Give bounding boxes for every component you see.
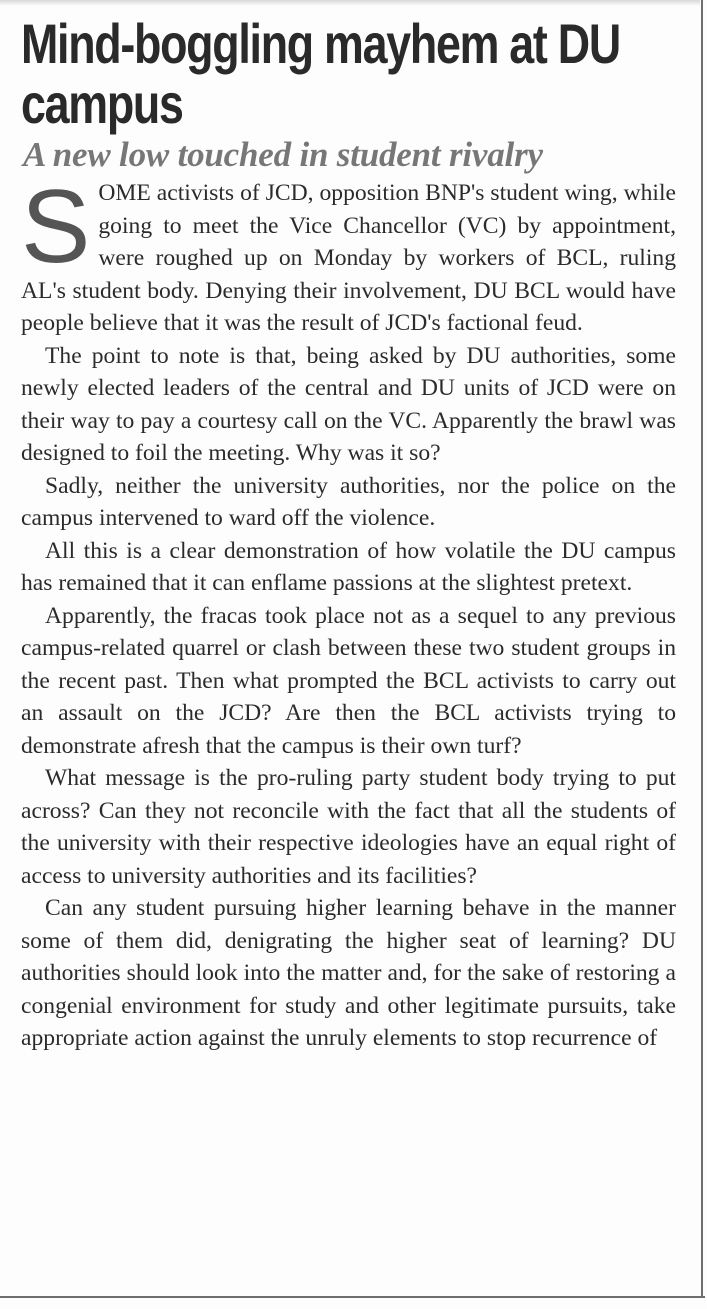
paragraph: Sadly, neither the university authorities, nor the police on the campus intervened to ward off the violence. — [21, 472, 676, 531]
bottom-border-rule — [0, 1296, 705, 1298]
drop-cap: S — [21, 169, 91, 285]
paragraph-text: OME activists of JCD, opposition BNP's student wing, while going to meet the Vice Chancellor (VC) by appointment, were roughed up on Monday by workers of BCL, ruling AL's student body. Denying their involvement, DU BCL would have people believe that it was the result of JCD's factional feud. — [21, 180, 676, 336]
article-body — [21, 169, 676, 1055]
right-border-rule — [701, 0, 703, 1296]
headline: Mind-boggling mayhem at DU campus — [21, 12, 620, 135]
paragraph: Apparently, the fracas took place not as a sequel to any previous campus-related quarrel or clash between these two student groups in the recent past. Then what prompted the BCL activists to carry out an assault on the JCD? Are then the BCL activists trying to demonstrate afresh that the campus is their own turf? — [21, 602, 676, 759]
paragraph — [21, 169, 676, 340]
top-edge — [0, 0, 700, 6]
paragraph: Can any student pursuing higher learning behave in the manner some of them did, denigrating the higher seat of learning? DU authorities should look into the matter and, for the sake of restoring a congenial environment for study and other legitimate pursuits, take appropriate action against the unruly elements to stop recurrence of — [21, 895, 676, 1051]
paragraph: All this is a clear demonstration of how volatile the DU campus has remained that it can enflame passions at the slightest pretext. — [21, 537, 676, 596]
paragraph: What message is the pro-ruling party student body trying to put across? Can they not reconcile with the fact that all the students of the university with their respective ideologies have an equal right of access to university authorities and its facilities? — [21, 765, 676, 889]
paragraph: The point to note is that, being asked by DU authorities, some newly elected leaders of the central and DU units of JCD were on their way to pay a courtesy call on the VC. Apparently the brawl was designed to foil the meeting. Why was it so? — [21, 342, 676, 466]
article — [21, 14, 676, 1055]
subheadline: A new low touched in student rivalry — [23, 135, 543, 174]
